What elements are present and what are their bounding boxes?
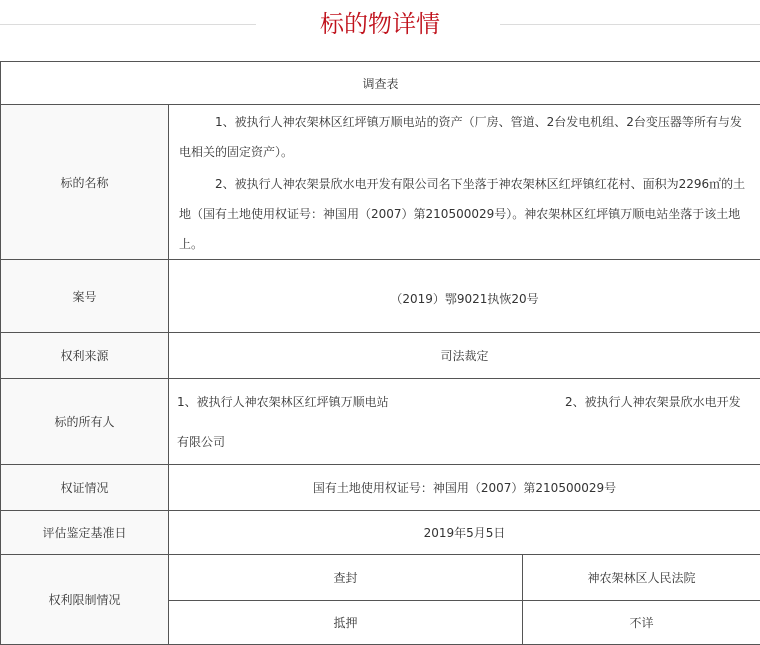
source-row (1, 333, 760, 379)
name-row (1, 105, 760, 260)
case-no-value: （2019）鄂9021执恢20号 (169, 284, 760, 308)
case-no-cell (169, 260, 760, 333)
owner-1: 1、被执行人神农架林区红坪镇万顺电站 (177, 382, 565, 422)
valuation-date-label: 评估鉴定基准日 (1, 511, 169, 555)
source-value: 司法裁定 (169, 333, 760, 379)
restriction-row-1 (1, 555, 760, 601)
name-item-2: 2、被执行人神农架景欣水电开发有限公司名下坐落于神农架林区红坪镇红花村、面积为2296㎡的土地（国有土地使用权证号：神国用（2007）第210500029号）。神农架林区红坪镇万顺电站坐落于该土地上。 (169, 167, 760, 259)
table-header-row (1, 62, 760, 105)
case-no-label: 案号 (1, 260, 169, 333)
case-row (1, 260, 760, 333)
valuation-date-row (1, 511, 760, 555)
owner-value (169, 379, 760, 465)
restriction-party-1: 神农架林区人民法院 (523, 555, 760, 601)
name-label: 标的名称 (1, 105, 169, 260)
restriction-type-2: 抵押 (169, 601, 523, 645)
source-label: 权利来源 (1, 333, 169, 379)
certificate-label: 权证情况 (1, 465, 169, 511)
owner-2: 2、被执行人神农架景欣水电开发有限公司 (177, 395, 741, 449)
valuation-date-value: 2019年5月5日 (169, 511, 760, 555)
page-title: 标的物详情 (0, 0, 760, 50)
owner-row (1, 379, 760, 465)
name-item-1: 1、被执行人神农架林区红坪镇万顺电站的资产（厂房、管道、2台发电机组、2台变压器等所有与发电相关的固定资产）。 (169, 105, 760, 167)
restriction-type-1: 查封 (169, 555, 523, 601)
owner-label: 标的所有人 (1, 379, 169, 465)
restriction-label: 权利限制情况 (1, 555, 169, 645)
table-header: 调查表 (1, 62, 760, 105)
survey-table (0, 61, 760, 645)
certificate-value: 国有土地使用权证号：神国用（2007）第210500029号 (169, 465, 760, 511)
restriction-party-2: 不详 (523, 601, 760, 645)
certificate-row (1, 465, 760, 511)
name-value (169, 105, 760, 260)
